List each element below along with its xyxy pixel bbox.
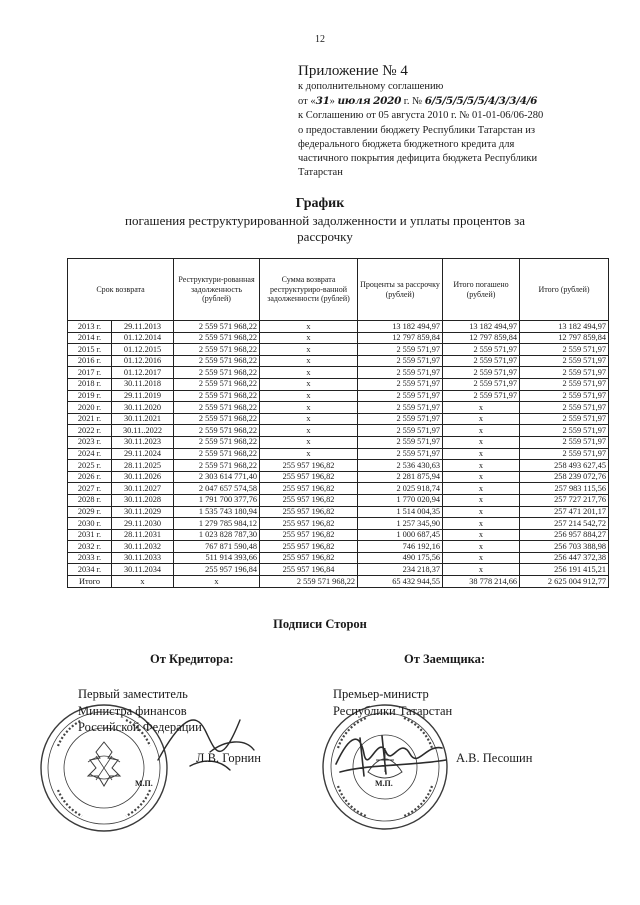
- table-row: [68, 506, 609, 518]
- cell-interest: 2 559 571,97: [358, 413, 443, 425]
- table-row: [68, 378, 609, 390]
- cell-year: 2022 г.: [68, 425, 112, 437]
- cell-total: 258 493 627,45: [520, 460, 609, 472]
- cell-interest: 2 559 571,97: [358, 390, 443, 402]
- cell-installment: x: [260, 425, 358, 437]
- cell-interest: 2 559 571,97: [358, 448, 443, 460]
- table-row: [68, 541, 609, 553]
- cell-restructured-debt: 2 559 571 968,22: [174, 436, 260, 448]
- cell-year: 2013 г.: [68, 321, 112, 333]
- table-row: [68, 344, 609, 356]
- appendix-date-line: [298, 94, 628, 109]
- cell-installment: 255 957 196,82: [260, 529, 358, 541]
- appendix-date-prefix: от «: [298, 96, 316, 108]
- cell-repaid: x: [443, 402, 520, 414]
- cell-repaid: 2 559 571,97: [443, 355, 520, 367]
- cell-restructured-debt: 2 559 571 968,22: [174, 321, 260, 333]
- cell-repaid: 13 182 494,97: [443, 321, 520, 333]
- appendix-title: Приложение № 4: [298, 63, 408, 79]
- cell-total: 2 559 571,97: [520, 344, 609, 356]
- cell-installment: 255 957 196,82: [260, 518, 358, 530]
- table-row: [68, 402, 609, 414]
- page-number: 12: [315, 34, 325, 45]
- cell-installment: 255 957 196,82: [260, 541, 358, 553]
- cell-restructured-debt: 2 559 571 968,22: [174, 378, 260, 390]
- handwritten-day: 31: [315, 95, 330, 108]
- cell-restructured-debt: 255 957 196,84: [174, 564, 260, 576]
- cell-year: 2024 г.: [68, 448, 112, 460]
- cell-year: 2020 г.: [68, 402, 112, 414]
- table-row: [68, 390, 609, 402]
- cell-year: 2014 г.: [68, 332, 112, 344]
- header-term: Срок возврата: [68, 259, 174, 321]
- cell-restructured-debt: 511 914 393,66: [174, 552, 260, 564]
- cell-restructured-debt: 2 559 571 968,22: [174, 425, 260, 437]
- cell-interest: 2 536 430,63: [358, 460, 443, 472]
- cell-year: 2028 г.: [68, 494, 112, 506]
- appendix-line: о предоставлении бюджету Республики Татарстан из: [298, 124, 535, 136]
- handwritten-year: 2020: [373, 95, 402, 108]
- table-row: [68, 483, 609, 495]
- cell-interest: 2 559 571,97: [358, 425, 443, 437]
- cell-installment: x: [260, 344, 358, 356]
- cell-restructured-debt: 2 559 571 968,22: [174, 402, 260, 414]
- cell-date: 30.11.2029: [112, 506, 174, 518]
- cell-date: 30.11.2027: [112, 483, 174, 495]
- cell-repaid: 2 559 571,97: [443, 344, 520, 356]
- creditor-position: [78, 686, 202, 736]
- cell-restructured-debt: 2 559 571 968,22: [174, 355, 260, 367]
- table-row: [68, 494, 609, 506]
- cell-repaid: x: [443, 425, 520, 437]
- appendix-line: Татарстан: [298, 167, 343, 179]
- document-subtitle: [70, 213, 580, 245]
- cell-year: 2019 г.: [68, 390, 112, 402]
- cell-installment: x: [260, 367, 358, 379]
- cell-date: 30.11.2028: [112, 494, 174, 506]
- cell-total: 256 957 884,27: [520, 529, 609, 541]
- cell-total: 2 559 571,97: [520, 436, 609, 448]
- cell-total: 2 559 571,97: [520, 402, 609, 414]
- cell-year: 2032 г.: [68, 541, 112, 553]
- table-body: [68, 321, 609, 588]
- cell-installment: x: [260, 390, 358, 402]
- cell-date: 30.11.2023: [112, 436, 174, 448]
- appendix-number-prefix: г. №: [403, 96, 423, 108]
- table-row: [68, 529, 609, 541]
- cell-installment: 255 957 196,82: [260, 483, 358, 495]
- borrower-position: [333, 686, 452, 719]
- cell-restructured-debt: 2 559 571 968,22: [174, 367, 260, 379]
- cell-year: 2026 г.: [68, 471, 112, 483]
- cell-repaid: x: [443, 413, 520, 425]
- table-row: [68, 552, 609, 564]
- cell-date: 30.11.2018: [112, 378, 174, 390]
- table-row: [68, 425, 609, 437]
- cell-installment: x: [260, 413, 358, 425]
- borrower-label: От Заемщика:: [404, 652, 486, 666]
- cell-total: 257 471 201,17: [520, 506, 609, 518]
- cell-repaid: x: [443, 529, 520, 541]
- subtitle-line: погашения реструктурированной задолженности и уплаты процентов за: [125, 213, 525, 228]
- cell-total: 13 182 494,97: [520, 321, 609, 333]
- cell-restructured-debt: 2 303 614 771,40: [174, 471, 260, 483]
- cell-repaid: x: [443, 564, 520, 576]
- table-row: [68, 564, 609, 576]
- borrower-position-line: Республики Татарстан: [333, 703, 453, 718]
- table-row: [68, 471, 609, 483]
- cell-interest: 490 175,56: [358, 552, 443, 564]
- cell-total: 2 559 571,97: [520, 378, 609, 390]
- cell-installment: x: [260, 378, 358, 390]
- cell-total: 257 727 217,76: [520, 494, 609, 506]
- cell-interest: 12 797 859,84: [358, 332, 443, 344]
- handwritten-month: июля: [337, 95, 371, 108]
- table-row: [68, 460, 609, 472]
- cell-repaid: x: [443, 460, 520, 472]
- cell-date: 30.11.2033: [112, 552, 174, 564]
- cell-year: 2018 г.: [68, 378, 112, 390]
- cell-installment: x: [260, 436, 358, 448]
- cell-interest: 1 770 020,94: [358, 494, 443, 506]
- table-total-row: [68, 576, 609, 588]
- cell-total: 258 239 072,76: [520, 471, 609, 483]
- borrower-name: А.В. Песошин: [456, 751, 533, 765]
- cell-installment: 255 957 196,82: [260, 552, 358, 564]
- header-installment: Сумма возврата реструктуриро-ванной задолженности (рублей): [260, 259, 358, 321]
- cell-interest: 2 559 571,97: [358, 378, 443, 390]
- handwritten-number: 6/5/5/5/5/5/4/3/3/4/6: [424, 95, 538, 108]
- cell-date: 29.11.2019: [112, 390, 174, 402]
- cell-year: 2025 г.: [68, 460, 112, 472]
- cell-installment: x: [260, 321, 358, 333]
- cell-interest: 2 025 918,74: [358, 483, 443, 495]
- cell-total: 256 191 415,21: [520, 564, 609, 576]
- cell-restructured-debt: 2 559 571 968,22: [174, 413, 260, 425]
- cell-repaid: x: [443, 494, 520, 506]
- cell-year: 2030 г.: [68, 518, 112, 530]
- creditor-position-line: Российской Федерации: [78, 720, 202, 734]
- cell-installment: x: [260, 355, 358, 367]
- cell-installment: 255 957 196,82: [260, 506, 358, 518]
- cell-repaid: x: [443, 483, 520, 495]
- cell-date: 28.11.2025: [112, 460, 174, 472]
- cell-restructured-debt: 2 559 571 968,22: [174, 344, 260, 356]
- appendix-line: к Соглашению от 05 августа 2010 г. № 01-01-06/06-280: [298, 110, 544, 122]
- cell-date: 29.11.2013: [112, 321, 174, 333]
- cell-repaid: 2 559 571,97: [443, 390, 520, 402]
- cell-year: 2027 г.: [68, 483, 112, 495]
- subtitle-line: рассрочку: [297, 229, 353, 244]
- cell-total: 12 797 859,84: [520, 332, 609, 344]
- total-cell: 65 432 944,55: [358, 576, 443, 588]
- cell-total: 2 559 571,97: [520, 413, 609, 425]
- cell-restructured-debt: 2 559 571 968,22: [174, 448, 260, 460]
- cell-interest: 2 559 571,97: [358, 344, 443, 356]
- cell-installment: x: [260, 402, 358, 414]
- total-cell: 2 559 571 968,22: [260, 576, 358, 588]
- cell-restructured-debt: 2 559 571 968,22: [174, 390, 260, 402]
- stamp-label: М.П.: [135, 779, 153, 788]
- cell-total: 256 703 388,98: [520, 541, 609, 553]
- cell-restructured-debt: 1 279 785 984,12: [174, 518, 260, 530]
- cell-total: 256 447 372,38: [520, 552, 609, 564]
- cell-installment: 255 957 196,82: [260, 471, 358, 483]
- table-row: [68, 355, 609, 367]
- cell-year: 2016 г.: [68, 355, 112, 367]
- table-row: [68, 332, 609, 344]
- table-row: [68, 436, 609, 448]
- cell-installment: x: [260, 448, 358, 460]
- total-cell: 38 778 214,66: [443, 576, 520, 588]
- table-row: [68, 413, 609, 425]
- cell-interest: 1 257 345,90: [358, 518, 443, 530]
- cell-date: 30.11..2022: [112, 425, 174, 437]
- cell-date: 28.11.2031: [112, 529, 174, 541]
- cell-date: 29.11.2024: [112, 448, 174, 460]
- borrower-position-line: Премьер-министр: [333, 687, 429, 701]
- cell-repaid: x: [443, 541, 520, 553]
- cell-date: 01.12.2015: [112, 344, 174, 356]
- header-interest: Проценты за рассрочку (рублей): [358, 259, 443, 321]
- total-cell: 2 625 004 912,77: [520, 576, 609, 588]
- appendix-line: к дополнительному соглашению: [298, 81, 444, 92]
- table-header-row: [68, 259, 609, 321]
- table-row: [68, 518, 609, 530]
- cell-repaid: 2 559 571,97: [443, 367, 520, 379]
- cell-installment: 255 957 196,84: [260, 564, 358, 576]
- creditor-name: Л.В. Горнин: [196, 751, 261, 765]
- cell-year: 2031 г.: [68, 529, 112, 541]
- borrower-signature-icon: [330, 724, 450, 784]
- cell-date: 01.12.2017: [112, 367, 174, 379]
- cell-date: 30.11.2020: [112, 402, 174, 414]
- cell-restructured-debt: 2 559 571 968,22: [174, 332, 260, 344]
- cell-total: 2 559 571,97: [520, 367, 609, 379]
- total-cell: x: [112, 576, 174, 588]
- cell-restructured-debt: 1 791 700 377,76: [174, 494, 260, 506]
- table-row: [68, 367, 609, 379]
- cell-date: 01.12.2016: [112, 355, 174, 367]
- cell-total: 257 214 542,72: [520, 518, 609, 530]
- cell-restructured-debt: 1 535 743 180,94: [174, 506, 260, 518]
- cell-date: 30.11.2032: [112, 541, 174, 553]
- cell-year: 2017 г.: [68, 367, 112, 379]
- cell-date: 30.11.2034: [112, 564, 174, 576]
- cell-interest: 2 559 571,97: [358, 402, 443, 414]
- cell-total: 2 559 571,97: [520, 355, 609, 367]
- cell-repaid: x: [443, 552, 520, 564]
- cell-interest: 13 182 494,97: [358, 321, 443, 333]
- cell-restructured-debt: 767 871 590,48: [174, 541, 260, 553]
- appendix-line: частичного покрытия дефицита бюджета Республики: [298, 153, 538, 165]
- cell-restructured-debt: 2 559 571 968,22: [174, 460, 260, 472]
- cell-interest: 2 559 571,97: [358, 355, 443, 367]
- cell-repaid: x: [443, 471, 520, 483]
- cell-total: 2 559 571,97: [520, 448, 609, 460]
- header-restructured-debt: Реструктури-рованная задолженность (рублей): [174, 259, 260, 321]
- cell-repaid: x: [443, 448, 520, 460]
- cell-date: 29.11.2030: [112, 518, 174, 530]
- cell-year: 2033 г.: [68, 552, 112, 564]
- table-row: [68, 448, 609, 460]
- cell-repaid: 2 559 571,97: [443, 378, 520, 390]
- cell-interest: 1 000 687,45: [358, 529, 443, 541]
- creditor-position-line: Министра финансов: [78, 703, 187, 718]
- cell-repaid: 12 797 859,84: [443, 332, 520, 344]
- cell-interest: 234 218,37: [358, 564, 443, 576]
- cell-total: 2 559 571,97: [520, 425, 609, 437]
- appendix-date-quote: »: [329, 96, 335, 108]
- document-title: График: [295, 196, 345, 211]
- cell-repaid: x: [443, 506, 520, 518]
- cell-restructured-debt: 2 047 657 574,58: [174, 483, 260, 495]
- creditor-position-line: Первый заместитель: [78, 687, 188, 701]
- total-cell: x: [174, 576, 260, 588]
- header-total: Итого (рублей): [520, 259, 609, 321]
- cell-interest: 2 559 571,97: [358, 367, 443, 379]
- cell-interest: 2 281 875,94: [358, 471, 443, 483]
- stamp-label: М.П.: [375, 779, 393, 788]
- total-label: Итого: [68, 576, 112, 588]
- cell-interest: 746 192,16: [358, 541, 443, 553]
- cell-interest: 1 514 004,35: [358, 506, 443, 518]
- header-repaid: Итого погашено (рублей): [443, 259, 520, 321]
- cell-date: 30.11.2026: [112, 471, 174, 483]
- signatures-title: Подписи Сторон: [273, 617, 367, 631]
- cell-year: 2029 г.: [68, 506, 112, 518]
- cell-year: 2034 г.: [68, 564, 112, 576]
- appendix-line: федерального бюджета бюджетного кредита для: [298, 138, 515, 150]
- appendix-header: [298, 62, 628, 180]
- cell-restructured-debt: 1 023 828 787,30: [174, 529, 260, 541]
- cell-year: 2015 г.: [68, 344, 112, 356]
- cell-repaid: x: [443, 436, 520, 448]
- cell-total: 257 983 115,56: [520, 483, 609, 495]
- table-row: [68, 321, 609, 333]
- cell-date: 30.11.2021: [112, 413, 174, 425]
- cell-total: 2 559 571,97: [520, 390, 609, 402]
- cell-installment: x: [260, 332, 358, 344]
- repayment-schedule-table: [67, 258, 609, 588]
- cell-interest: 2 559 571,97: [358, 436, 443, 448]
- cell-year: 2023 г.: [68, 436, 112, 448]
- creditor-label: От Кредитора:: [150, 652, 234, 666]
- cell-year: 2021 г.: [68, 413, 112, 425]
- cell-repaid: x: [443, 518, 520, 530]
- cell-installment: 255 957 196,82: [260, 494, 358, 506]
- cell-installment: 255 957 196,82: [260, 460, 358, 472]
- cell-date: 01.12.2014: [112, 332, 174, 344]
